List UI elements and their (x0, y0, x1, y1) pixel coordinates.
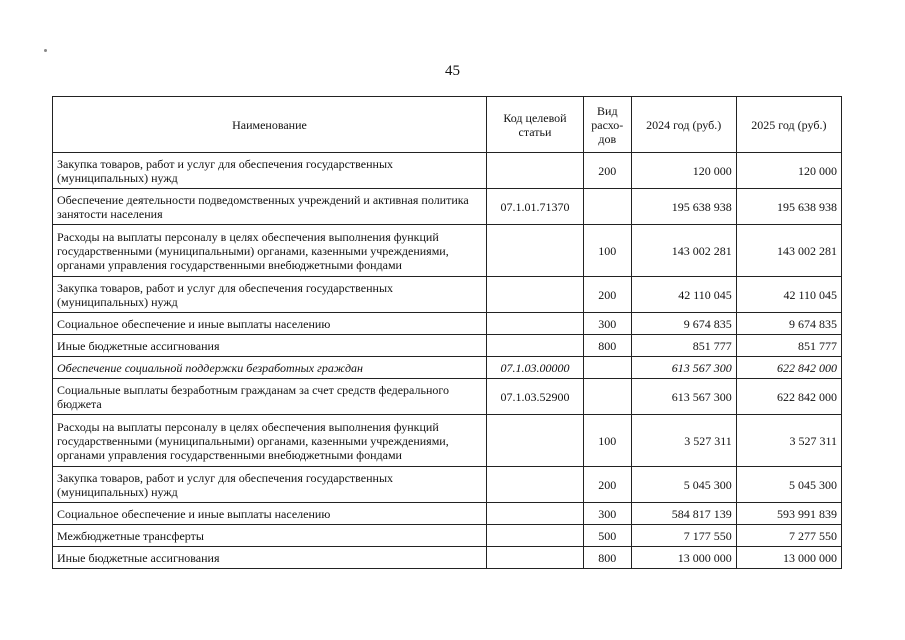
row-2024-cell: 613 567 300 (631, 357, 736, 379)
row-2024-cell: 42 110 045 (631, 277, 736, 313)
table-row (53, 225, 842, 277)
budget-table (52, 96, 842, 569)
table-row (53, 357, 842, 379)
row-2024-cell: 143 002 281 (631, 225, 736, 277)
row-type-cell: 500 (584, 525, 632, 547)
table-row (53, 379, 842, 415)
row-type-cell: 200 (584, 467, 632, 503)
row-type-cell: 100 (584, 225, 632, 277)
row-code-cell (486, 313, 583, 335)
row-2024-cell: 584 817 139 (631, 503, 736, 525)
row-code-cell (486, 503, 583, 525)
row-code-cell (486, 153, 583, 189)
row-name-cell: Закупка товаров, работ и услуг для обеспечения государственных (муниципальных) нужд (53, 153, 487, 189)
row-code-cell: 07.1.03.52900 (486, 379, 583, 415)
table-row (53, 153, 842, 189)
row-code-cell (486, 467, 583, 503)
row-type-cell: 200 (584, 153, 632, 189)
row-code-cell: 07.1.03.00000 (486, 357, 583, 379)
row-2025-cell: 143 002 281 (736, 225, 841, 277)
row-name-cell: Расходы на выплаты персоналу в целях обеспечения выполнения функций государственными (муниципальными) органами, казенными учреждениями, органами управления государственными внебюджетными фондами (53, 225, 487, 277)
header-type: Вид расхо-дов (584, 97, 632, 153)
table-row (53, 313, 842, 335)
row-2025-cell: 42 110 045 (736, 277, 841, 313)
row-2024-cell: 120 000 (631, 153, 736, 189)
row-name-cell: Социальное обеспечение и иные выплаты населению (53, 503, 487, 525)
row-name-cell: Расходы на выплаты персоналу в целях обеспечения выполнения функций государственными (муниципальными) органами, казенными учреждениями, органами управления государственными внебюджетными фондами (53, 415, 487, 467)
row-code-cell (486, 547, 583, 569)
row-code-cell (486, 335, 583, 357)
row-type-cell: 800 (584, 547, 632, 569)
row-type-cell: 300 (584, 503, 632, 525)
scan-speck (44, 49, 47, 52)
row-2025-cell: 851 777 (736, 335, 841, 357)
row-code-cell (486, 525, 583, 547)
row-2025-cell: 120 000 (736, 153, 841, 189)
header-name: Наименование (53, 97, 487, 153)
table-row (53, 277, 842, 313)
row-type-cell: 200 (584, 277, 632, 313)
row-2024-cell: 9 674 835 (631, 313, 736, 335)
row-2024-cell: 613 567 300 (631, 379, 736, 415)
row-type-cell (584, 189, 632, 225)
row-2024-cell: 5 045 300 (631, 467, 736, 503)
row-code-cell (486, 277, 583, 313)
row-2025-cell: 622 842 000 (736, 357, 841, 379)
row-type-cell: 300 (584, 313, 632, 335)
row-2025-cell: 593 991 839 (736, 503, 841, 525)
row-name-cell: Обеспечение социальной поддержки безработных граждан (53, 357, 487, 379)
row-2025-cell: 9 674 835 (736, 313, 841, 335)
row-type-cell: 100 (584, 415, 632, 467)
table-row (53, 547, 842, 569)
table-row (53, 503, 842, 525)
table-row (53, 467, 842, 503)
row-2024-cell: 13 000 000 (631, 547, 736, 569)
table-header-row (53, 97, 842, 153)
row-name-cell: Социальные выплаты безработным гражданам за счет средств федерального бюджета (53, 379, 487, 415)
row-code-cell (486, 225, 583, 277)
table-row (53, 415, 842, 467)
row-code-cell: 07.1.01.71370 (486, 189, 583, 225)
row-2025-cell: 7 277 550 (736, 525, 841, 547)
header-2025: 2025 год (руб.) (736, 97, 841, 153)
row-2024-cell: 195 638 938 (631, 189, 736, 225)
row-2025-cell: 3 527 311 (736, 415, 841, 467)
row-name-cell: Социальное обеспечение и иные выплаты населению (53, 313, 487, 335)
row-2024-cell: 851 777 (631, 335, 736, 357)
row-name-cell: Иные бюджетные ассигнования (53, 335, 487, 357)
row-name-cell: Межбюджетные трансферты (53, 525, 487, 547)
header-2024: 2024 год (руб.) (631, 97, 736, 153)
row-name-cell: Закупка товаров, работ и услуг для обеспечения государственных (муниципальных) нужд (53, 467, 487, 503)
row-name-cell: Иные бюджетные ассигнования (53, 547, 487, 569)
row-2025-cell: 5 045 300 (736, 467, 841, 503)
row-name-cell: Обеспечение деятельности подведомственных учреждений и активная политика занятости населения (53, 189, 487, 225)
table-row (53, 335, 842, 357)
table-row (53, 525, 842, 547)
table-body (53, 153, 842, 569)
row-type-cell (584, 357, 632, 379)
row-2025-cell: 13 000 000 (736, 547, 841, 569)
row-2025-cell: 622 842 000 (736, 379, 841, 415)
page-number: 45 (445, 63, 460, 79)
row-2024-cell: 7 177 550 (631, 525, 736, 547)
row-2024-cell: 3 527 311 (631, 415, 736, 467)
row-code-cell (486, 415, 583, 467)
row-type-cell (584, 379, 632, 415)
row-type-cell: 800 (584, 335, 632, 357)
header-code: Код целевой статьи (486, 97, 583, 153)
table-row (53, 189, 842, 225)
row-name-cell: Закупка товаров, работ и услуг для обеспечения государственных (муниципальных) нужд (53, 277, 487, 313)
row-2025-cell: 195 638 938 (736, 189, 841, 225)
